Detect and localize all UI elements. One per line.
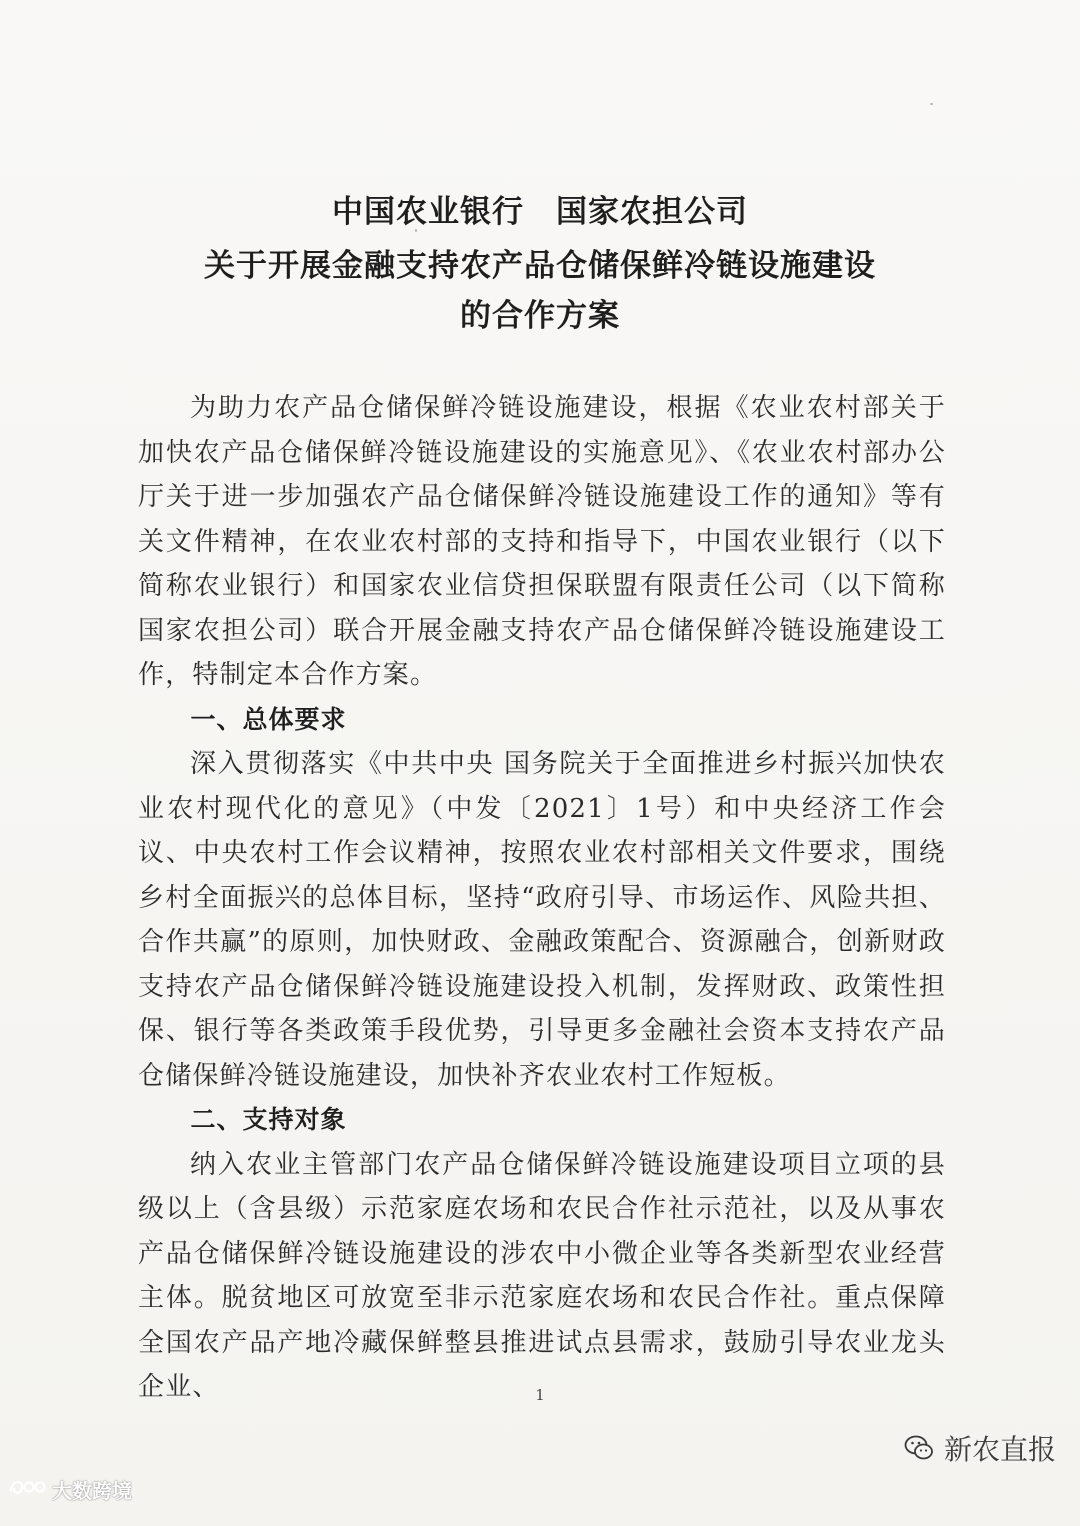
title-line-2: 关于开展金融支持农产品仓储保鲜冷链设施建设 — [204, 248, 876, 284]
section-paragraph-2: 纳入农业主管部门农产品仓储保鲜冷链设施建设项目立项的县级以上（含县级）示范家庭农场和农民合作社示范社，以及从事农产品仓储保鲜冷链设施建设的涉农中小微企业等各类新型农业经营主体。脱贫地区可放宽至非示范家庭农场和农民合作社。重点保障全国农产品产地冷藏保鲜整县推进试点县需求，鼓励引导农业龙头企业、 — [138, 1149, 946, 1402]
title-line-3: 的合作方案 — [460, 298, 620, 334]
section-heading-1: 一、总体要求 — [190, 704, 347, 734]
wechat-account-name: 新农直报 — [944, 1433, 1057, 1466]
intro-paragraph: 为助力农产品仓储保鲜冷链设施建设，根据《农业农村部关于加快农产品仓储保鲜冷链设施建设的实施意见》、《农业农村部办公厅关于进一步加强农产品仓储保鲜冷链设施建设工作的通知》等有关文件精神，在农业农村部的支持和指导下，中国农业银行（以下简称农业银行）和国家农业信贷担保联盟有限责任公司（以下简称国家农担公司）联合开展金融支持农产品仓储保鲜冷链设施建设工作，特制定本合作方案。 — [138, 393, 946, 690]
section-paragraph-1: 深入贯彻落实《中共中央 国务院关于全面推进乡村振兴加快农业农村现代化的意见》（中发〔2021〕1号）和中央经济工作会议、中央农村工作会议精神，按照农业农村部相关文件要求，围绕乡村全面振兴的总体目标，坚持“政府引导、市场运作、风险共担、合作共赢”的原则，加快财政、金融政策配合、资源融合，创新财政支持农产品仓储保鲜冷链设施建设投入机制，发挥财政、政策性担保、银行等各类政策手段优势，引导更多金融社会资本支持农产品仓储保鲜冷链设施建设，加快补齐农业农村工作短板。 — [138, 749, 946, 1091]
page-number: 1 — [535, 1386, 545, 1404]
section-heading-2: 二、支持对象 — [190, 1105, 347, 1134]
wechat-watermark — [904, 1428, 1056, 1468]
site-watermark — [8, 1475, 132, 1504]
wechat-icon — [904, 1435, 934, 1461]
title-line-1: 中国农业银行 国家农担公司 — [332, 194, 748, 230]
site-logo-icon — [8, 1476, 48, 1503]
document-body — [138, 386, 946, 1410]
site-watermark-text: 大数跨境 — [52, 1479, 132, 1503]
scan-speck — [930, 103, 933, 105]
